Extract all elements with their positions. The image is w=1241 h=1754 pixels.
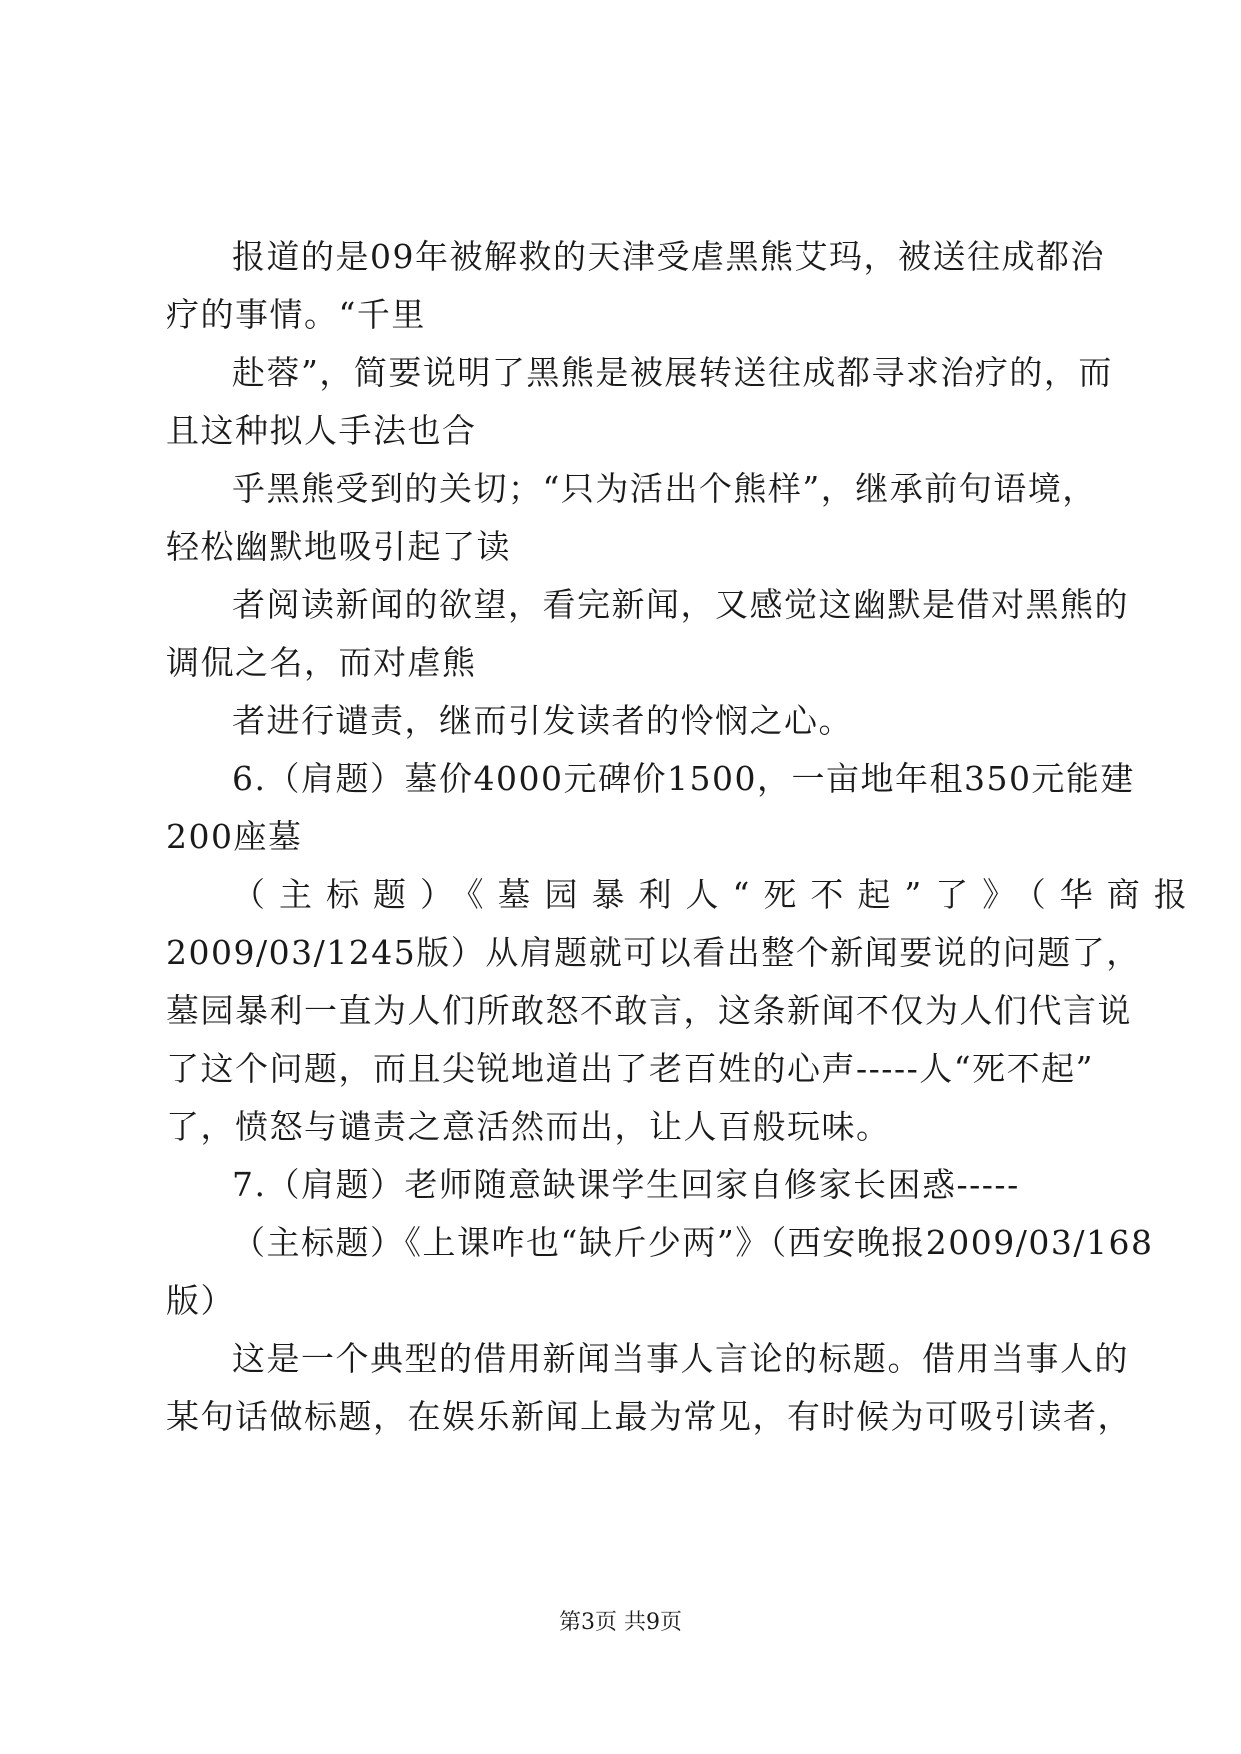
numbered-item-line: 7.（肩题）老师随意缺课学生回家自修家长困惑----- [232, 1165, 1020, 1204]
paragraph-line: 报道的是09年被解救的天津受虐黑熊艾玛，被送往成都治 [232, 237, 1105, 276]
paragraph-line: 者阅读新闻的欲望，看完新闻，又感觉这幽默是借对黑熊的 [232, 585, 1129, 624]
paragraph-line: 了，愤怒与谴责之意活然而出，让人百般玩味。 [166, 1107, 891, 1146]
paragraph-line: 疗的事情。“千里 [166, 295, 426, 334]
paragraph-line: 者进行谴责，继而引发读者的怜悯之心。 [232, 701, 853, 740]
main-title-line: （主标题）《墓园暴利人“死不起”了》（华商报 [232, 875, 1201, 914]
numbered-item-line: 6.（肩题）墓价4000元碑价1500，一亩地年租350元能建 [232, 759, 1135, 798]
paragraph-line: 乎黑熊受到的关切；“只为活出个熊样”，继承前句语境， [232, 469, 1097, 508]
paragraph-line: 赴蓉”，简要说明了黑熊是被展转送往成都寻求治疗的，而 [232, 353, 1113, 392]
paragraph-line: 2009/03/1245版）从肩题就可以看出整个新闻要说的问题了， [166, 933, 1141, 972]
paragraph-line: 某句话做标题，在娱乐新闻上最为常见，有时候为可吸引读者， [166, 1397, 1132, 1436]
paragraph-line: 墓园暴利一直为人们所敢怒不敢言，这条新闻不仅为人们代言说 [166, 991, 1132, 1030]
page-number-footer: 第3页 共9页 [559, 1610, 682, 1635]
paragraph-line: 这是一个典型的借用新闻当事人言论的标题。借用当事人的 [232, 1339, 1129, 1378]
paragraph-line: 200座墓 [166, 817, 303, 856]
paragraph-line: 调侃之名，而对虐熊 [166, 643, 477, 682]
paragraph-line: 版） [166, 1281, 235, 1320]
main-title-line: （主标题）《上课咋也“缺斤少两”》（西安晚报2009/03/168 [232, 1223, 1154, 1262]
paragraph-line: 轻松幽默地吸引起了读 [166, 527, 511, 566]
body-text [166, 228, 1201, 1446]
paragraph-line: 了这个问题，而且尖锐地道出了老百姓的心声-----人“死不起” [166, 1049, 1094, 1088]
paragraph-line: 且这种拟人手法也合 [166, 411, 477, 450]
